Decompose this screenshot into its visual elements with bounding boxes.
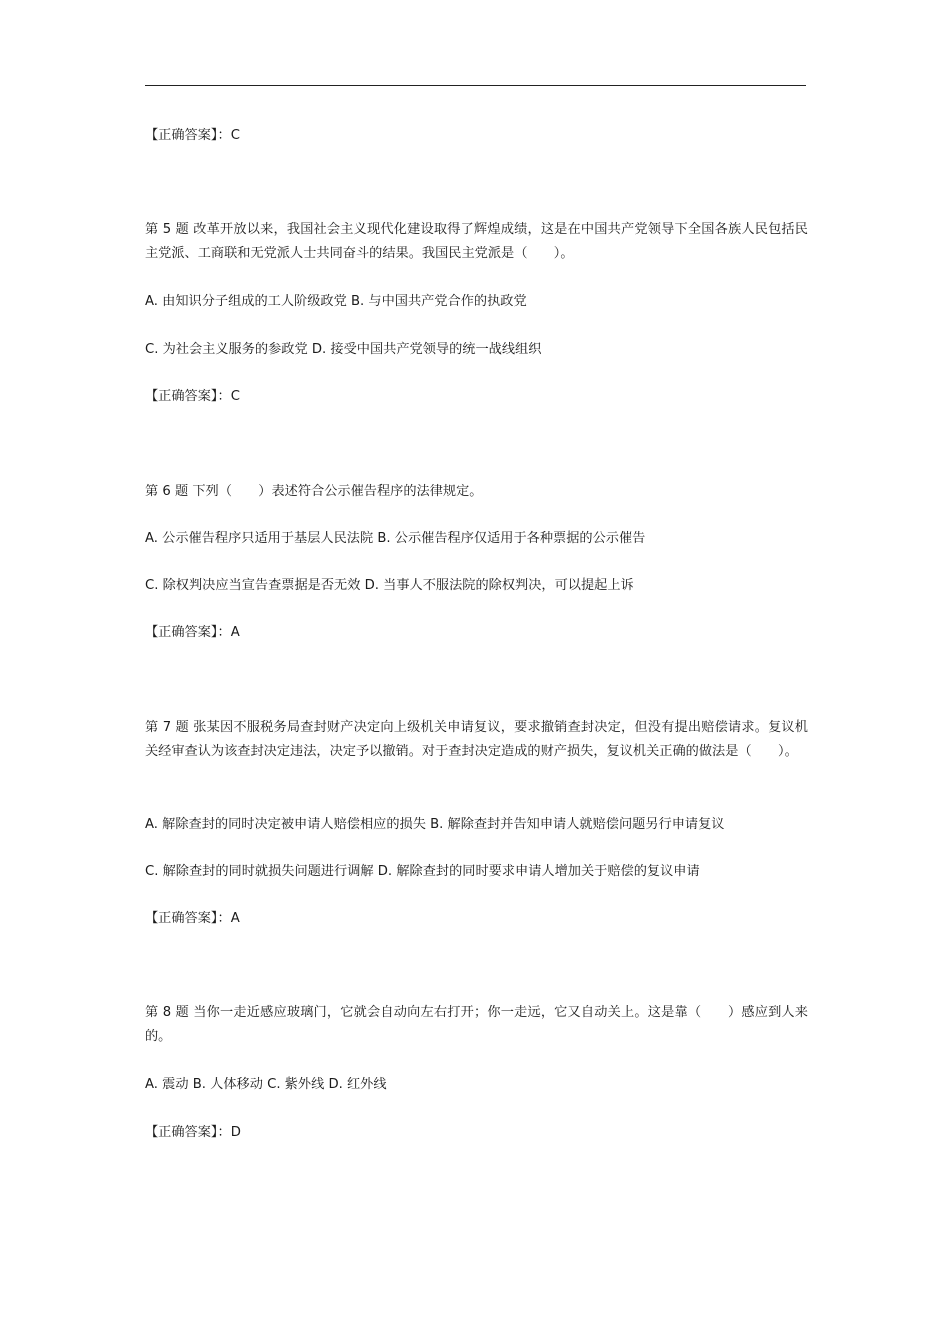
question-5-options-ab: A. 由知识分子组成的工人阶级政党 B. 与中国共产党合作的执政党 [145, 294, 527, 309]
question-8-stem: 第 8 题 当你一走近感应玻璃门，它就会自动向左右打开；你一走远，它又自动关上。这是靠（ ）感应到人来的。 [145, 1005, 808, 1044]
question-6-options-ab: A. 公示催告程序只适用于基层人民法院 B. 公示催告程序仅适用于各种票据的公示催告 [145, 531, 646, 546]
answer-q8: 【正确答案】：D [145, 1125, 241, 1140]
question-7-options-cd: C. 解除查封的同时就损失问题进行调解 D. 解除查封的同时要求申请人增加关于赔偿的复议申请 [145, 864, 700, 879]
question-7-options-ab: A. 解除查封的同时决定被申请人赔偿相应的损失 B. 解除查封并告知申请人就赔偿问题另行申请复议 [145, 817, 725, 832]
question-5-options-cd: C. 为社会主义服务的参政党 D. 接受中国共产党领导的统一战线组织 [145, 342, 542, 357]
answer-q5: 【正确答案】：C [145, 389, 240, 404]
question-6-options-cd: C. 除权判决应当宣告查票据是否无效 D. 当事人不服法院的除权判决，可以提起上诉 [145, 578, 634, 593]
answer-q7: 【正确答案】：A [145, 911, 240, 926]
question-5-stem: 第 5 题 改革开放以来，我国社会主义现代化建设取得了辉煌成绩，这是在中国共产党领导下全国各族人民包括民主党派、工商联和无党派人士共同奋斗的结果。我国民主党派是（ ）。 [145, 222, 808, 261]
answer-q4: 【正确答案】：C [145, 128, 240, 143]
question-8-options: A. 震动 B. 人体移动 C. 紫外线 D. 红外线 [145, 1077, 387, 1092]
answer-q6: 【正确答案】：A [145, 625, 240, 640]
question-6-stem: 第 6 题 下列（ ）表述符合公示催告程序的法律规定。 [145, 484, 483, 499]
question-7-stem: 第 7 题 张某因不服税务局查封财产决定向上级机关申请复议，要求撤销查封决定，但没有提出赔偿请求。复议机关经审查认为该查封决定违法，决定予以撤销。对于查封决定造成的财产损失，复议机关正确的做法是（ ）。 [145, 720, 808, 759]
header-rule [145, 85, 806, 86]
